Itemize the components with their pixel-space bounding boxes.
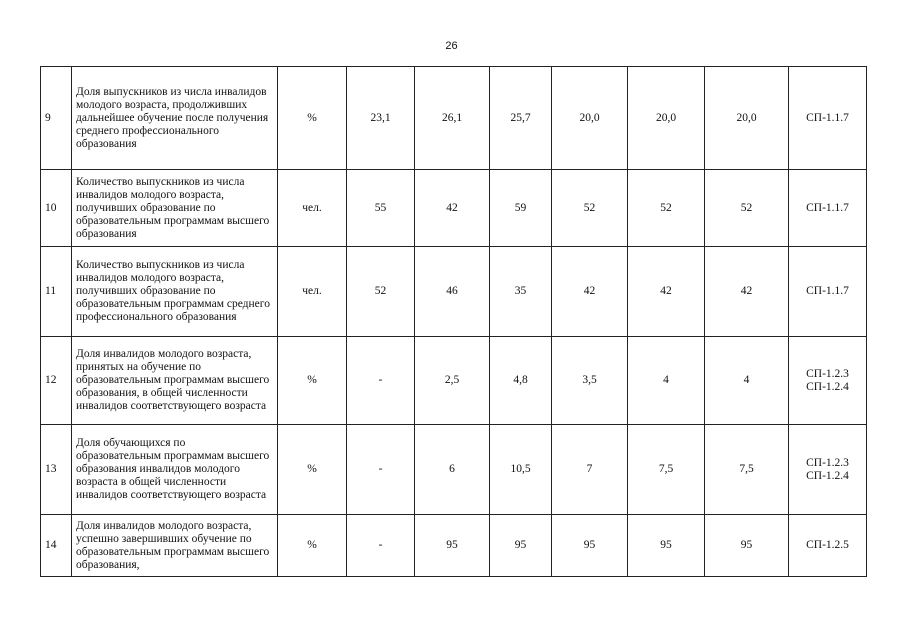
table-row bbox=[41, 515, 867, 577]
indicator-description: Количество выпускников из числа инвалидов молодого возраста, получивших образование по образовательным программам среднего профессионального образования bbox=[72, 247, 278, 337]
table-row bbox=[41, 247, 867, 337]
reference-code: СП-1.1.7 bbox=[806, 201, 849, 214]
value-cell: 2,5 bbox=[415, 337, 490, 425]
value-cell: 20,0 bbox=[628, 67, 705, 170]
value-cell: 42 bbox=[552, 247, 628, 337]
indicator-description: Доля инвалидов молодого возраста, успешно завершивших обучение по образовательным программам высшего образования, bbox=[72, 515, 278, 577]
value-cell: - bbox=[347, 337, 415, 425]
value-cell: 52 bbox=[347, 247, 415, 337]
value-cell: 59 bbox=[490, 170, 552, 247]
row-number: 9 bbox=[41, 67, 72, 170]
unit-cell: чел. bbox=[278, 247, 347, 337]
value-cell: - bbox=[347, 515, 415, 577]
indicators-table bbox=[40, 66, 867, 577]
reference-code: СП-1.2.5 bbox=[806, 539, 849, 551]
value-cell: 4 bbox=[705, 337, 789, 425]
value-cell: 52 bbox=[705, 170, 789, 247]
unit-cell: % bbox=[278, 515, 347, 577]
value-cell: 42 bbox=[415, 170, 490, 247]
table-row bbox=[41, 425, 867, 515]
value-cell: 23,1 bbox=[347, 67, 415, 170]
value-cell: 95 bbox=[415, 515, 490, 577]
unit-cell: % bbox=[278, 337, 347, 425]
reference-code: СП-1.2.4 bbox=[806, 469, 849, 482]
indicator-description: Доля выпускников из числа инвалидов молодого возраста, продолживших дальнейшее обучение после получения среднего профессионального образования bbox=[72, 67, 278, 170]
table-row bbox=[41, 67, 867, 170]
row-number: 12 bbox=[41, 337, 72, 425]
indicator-description: Количество выпускников из числа инвалидов молодого возраста, получивших образование по образовательным программам высшего образования bbox=[72, 170, 278, 247]
reference-code: СП-1.2.4 bbox=[806, 380, 849, 393]
value-cell: 52 bbox=[628, 170, 705, 247]
reference-code: СП-1.1.7 bbox=[806, 285, 849, 297]
row-number: 10 bbox=[41, 170, 72, 247]
unit-cell: % bbox=[278, 67, 347, 170]
value-cell: 4,8 bbox=[490, 337, 552, 425]
value-cell: 7 bbox=[552, 425, 628, 515]
value-cell: 95 bbox=[628, 515, 705, 577]
indicator-description: Доля инвалидов молодого возраста, принятых на обучение по образовательным программам высшего образования, в общей численности инвалидов соответствующего возраста bbox=[72, 337, 278, 425]
value-cell: 52 bbox=[552, 170, 628, 247]
value-cell: 7,5 bbox=[705, 425, 789, 515]
value-cell: 55 bbox=[347, 170, 415, 247]
indicator-description: Доля обучающихся по образовательным программам высшего образования инвалидов молодого возраста в общей численности инвалидов соответствующего возраста bbox=[72, 425, 278, 515]
reference-cell bbox=[789, 515, 867, 577]
value-cell: 42 bbox=[705, 247, 789, 337]
row-number: 11 bbox=[41, 247, 72, 337]
value-cell: 95 bbox=[490, 515, 552, 577]
value-cell: 46 bbox=[415, 247, 490, 337]
reference-cell bbox=[789, 337, 867, 425]
value-cell: 6 bbox=[415, 425, 490, 515]
reference-code: СП-1.2.3 bbox=[806, 456, 849, 469]
value-cell: 20,0 bbox=[705, 67, 789, 170]
reference-cell bbox=[789, 170, 867, 247]
value-cell: 20,0 bbox=[552, 67, 628, 170]
reference-code: СП-1.1.7 bbox=[806, 111, 849, 124]
value-cell: 4 bbox=[628, 337, 705, 425]
value-cell: 3,5 bbox=[552, 337, 628, 425]
value-cell: 42 bbox=[628, 247, 705, 337]
table-row bbox=[41, 337, 867, 425]
reference-cell bbox=[789, 425, 867, 515]
value-cell: 26,1 bbox=[415, 67, 490, 170]
reference-cell bbox=[789, 67, 867, 170]
value-cell: 10,5 bbox=[490, 425, 552, 515]
value-cell: 25,7 bbox=[490, 67, 552, 170]
row-number: 13 bbox=[41, 425, 72, 515]
page-number: 26 bbox=[445, 40, 458, 52]
row-number: 14 bbox=[41, 515, 72, 577]
value-cell: 95 bbox=[552, 515, 628, 577]
unit-cell: чел. bbox=[278, 170, 347, 247]
unit-cell: % bbox=[278, 425, 347, 515]
value-cell: 35 bbox=[490, 247, 552, 337]
reference-code: СП-1.2.3 bbox=[806, 367, 849, 380]
value-cell: 7,5 bbox=[628, 425, 705, 515]
reference-cell bbox=[789, 247, 867, 337]
value-cell: - bbox=[347, 425, 415, 515]
value-cell: 95 bbox=[705, 515, 789, 577]
table-row bbox=[41, 170, 867, 247]
